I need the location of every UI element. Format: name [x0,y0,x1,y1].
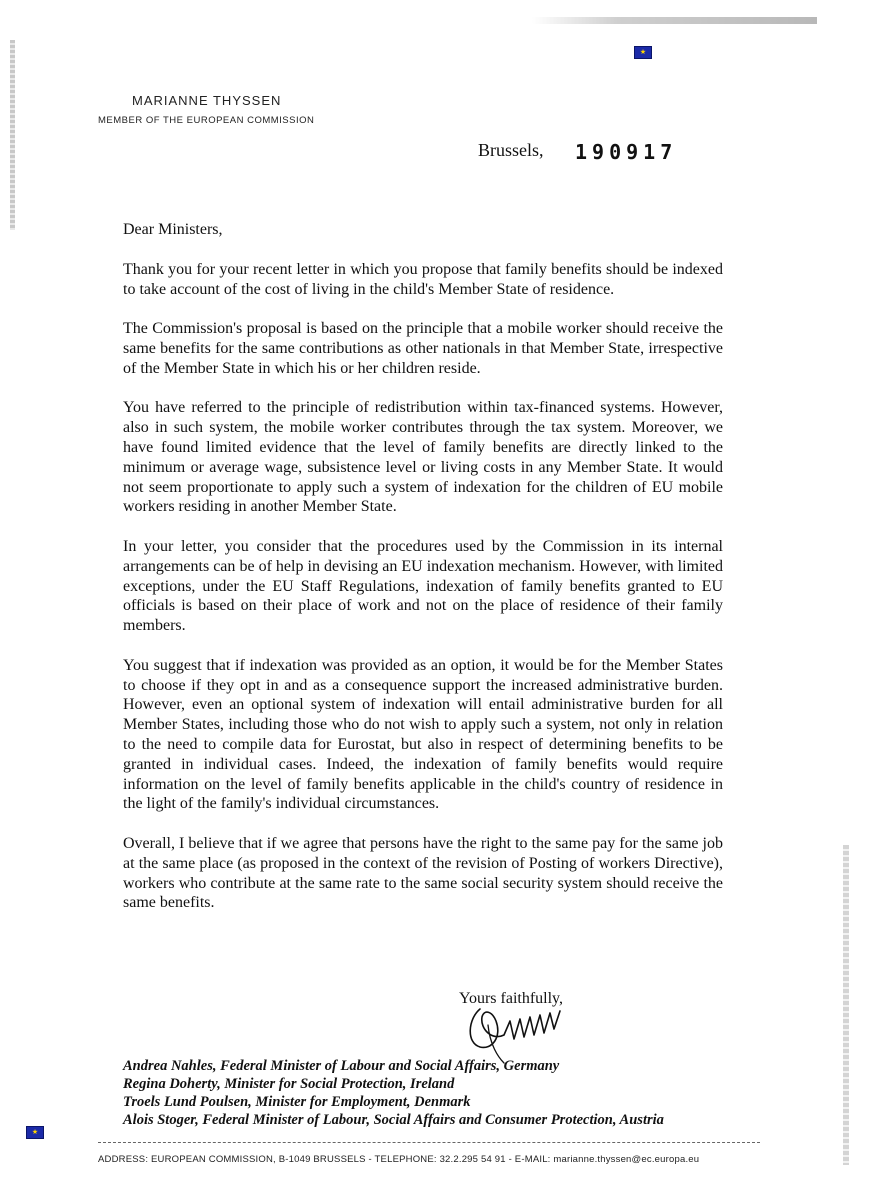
paragraph-3: You have referred to the principle of redistribution within tax-financed systems. However, also in such system, the mobile worker contributes through the tax system. Moreover, we have found limited evidence that the level of family benefits are directly linked to the minimum or average wage, subsistence level or living costs in any Member State. It would not seem proportionate to apply such a system of indexation for the children of EU mobile workers residing in another Member State. [123,399,723,516]
addressee-3: Troels Lund Poulsen, Minister for Employment, Denmark [123,1094,471,1110]
footer-address: ADDRESS: EUROPEAN COMMISSION, B-1049 BRUSSELS - TELEPHONE: 32.2.295 54 91 - E-MAIL: marianne.thyssen@ec.europa.eu [98,1154,700,1165]
signature-icon [462,995,582,1065]
footer-divider [98,1142,760,1143]
paragraph-2: The Commission's proposal is based on the principle that a mobile worker should receive the same benefits for the same contributions as other nationals in that Member State, irrespective of the Member State in which his or her children reside. [123,320,723,377]
paragraph-5: You suggest that if indexation was provided as an option, it would be for the Member States to choose if they opt in and as a consequence support the increased administrative burden. However, even an optional system of indexation will entail administrative burden for all Member States, including those who do not wish to apply such a system, not only in relation to the need to compile data for Eurostat, but also in respect of determining benefits to be granted in individual cases. Indeed, the indexation of family benefits would require information on the level of family benefits applicable in the child's country of residence in the light of the family's individual circumstances. [123,656,723,813]
addressee-2: Regina Doherty, Minister for Social Protection, Ireland [123,1076,455,1092]
sender-name: MARIANNE THYSSEN [132,93,282,108]
letter-body [123,220,723,933]
scan-artifact-left [10,40,15,230]
sender-title: MEMBER OF THE EUROPEAN COMMISSION [98,115,315,126]
date-stamp: 190917 [575,140,678,164]
salutation: Dear Ministers, [123,221,223,238]
closing: Yours faithfully, [459,990,564,1007]
eu-flag-icon: ★ [634,46,652,59]
letter-place: Brussels, [478,140,544,160]
addressee-list [123,1057,664,1129]
paragraph-1: Thank you for your recent letter in which you propose that family benefits should be indexed to take account of the cost of living in the child's Member State of residence. [123,260,723,298]
eu-flag-icon: ★ [26,1126,44,1139]
paragraph-6: Overall, I believe that if we agree that persons have the right to the same pay for the same job at the same place (as proposed in the context of the revision of Posting of workers Directive), workers who contribute at the same rate to the same social security system should receive the same benefits. [123,834,723,912]
addressee-1: Andrea Nahles, Federal Minister of Labour and Social Affairs, Germany [123,1058,560,1074]
scan-artifact-right [843,845,849,1165]
scan-artifact-top [532,17,817,24]
addressee-4: Alois Stoger, Federal Minister of Labour, Social Affairs and Consumer Protection, Austria [123,1112,664,1128]
paragraph-4: In your letter, you consider that the procedures used by the Commission in its internal arrangements can be of help in devising an EU indexation mechanism. However, with limited exceptions, under the EU Staff Regulations, indexation of family benefits granted to EU officials is based on their place of work and not on the place of residence of their family members. [123,537,723,635]
